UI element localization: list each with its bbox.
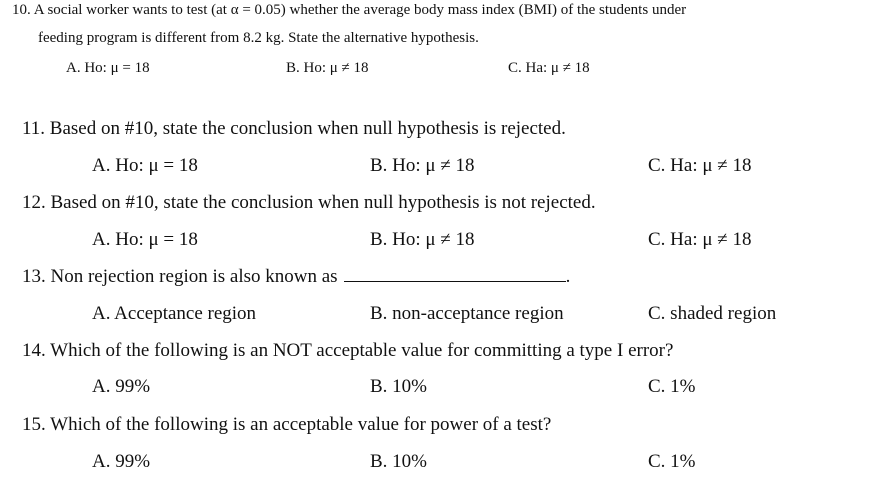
q12-text: 12. Based on #10, state the conclusion when null hypothesis is not rejected.: [22, 192, 596, 213]
q13-option-c[interactable]: C. shaded region: [648, 303, 777, 324]
q14-option-a[interactable]: A. 99%: [92, 376, 151, 397]
q15-option-c[interactable]: C. 1%: [648, 451, 696, 472]
q11-option-a[interactable]: A. Ho: μ = 18: [92, 155, 198, 176]
q12-option-a[interactable]: A. Ho: μ = 18: [92, 229, 198, 250]
q11-text: 11. Based on #10, state the conclusion when null hypothesis is rejected.: [22, 118, 566, 139]
q12-option-b[interactable]: B. Ho: μ ≠ 18: [370, 229, 475, 250]
q13-option-b[interactable]: B. non-acceptance region: [370, 303, 564, 324]
q11-option-c[interactable]: C. Ha: μ ≠ 18: [648, 155, 752, 176]
q14-option-b[interactable]: B. 10%: [370, 376, 427, 397]
q10-option-b[interactable]: B. Ho: μ ≠ 18: [286, 60, 369, 76]
q10-option-a[interactable]: A. Ho: μ = 18: [66, 60, 150, 76]
q12-option-c[interactable]: C. Ha: μ ≠ 18: [648, 229, 752, 250]
q13-option-a[interactable]: A. Acceptance region: [92, 303, 257, 324]
q10-option-c[interactable]: C. Ha: μ ≠ 18: [508, 60, 590, 76]
q15-option-b[interactable]: B. 10%: [370, 451, 427, 472]
q10-text-line2: feeding program is different from 8.2 kg. State the alternative hypothesis.: [38, 30, 479, 46]
q15-option-a[interactable]: A. 99%: [92, 451, 151, 472]
q13-answer-blank[interactable]: [344, 267, 566, 282]
q10-text-line1: A social worker wants to test (at α = 0.05) whether the average body mass index (BMI) of the students under: [33, 2, 687, 18]
q13-end: .: [565, 266, 571, 287]
q15-text: 15. Which of the following is an acceptable value for power of a test?: [22, 414, 552, 435]
q14-option-c[interactable]: C. 1%: [648, 376, 696, 397]
q13-text: 13. Non rejection region is also known as: [22, 266, 338, 287]
q14-text: 14. Which of the following is an NOT acceptable value for committing a type I error?: [22, 340, 674, 361]
q10-number: 10.: [12, 2, 31, 18]
q13-line: [22, 266, 570, 288]
q10-line1: [12, 2, 686, 19]
q11-option-b[interactable]: B. Ho: μ ≠ 18: [370, 155, 475, 176]
